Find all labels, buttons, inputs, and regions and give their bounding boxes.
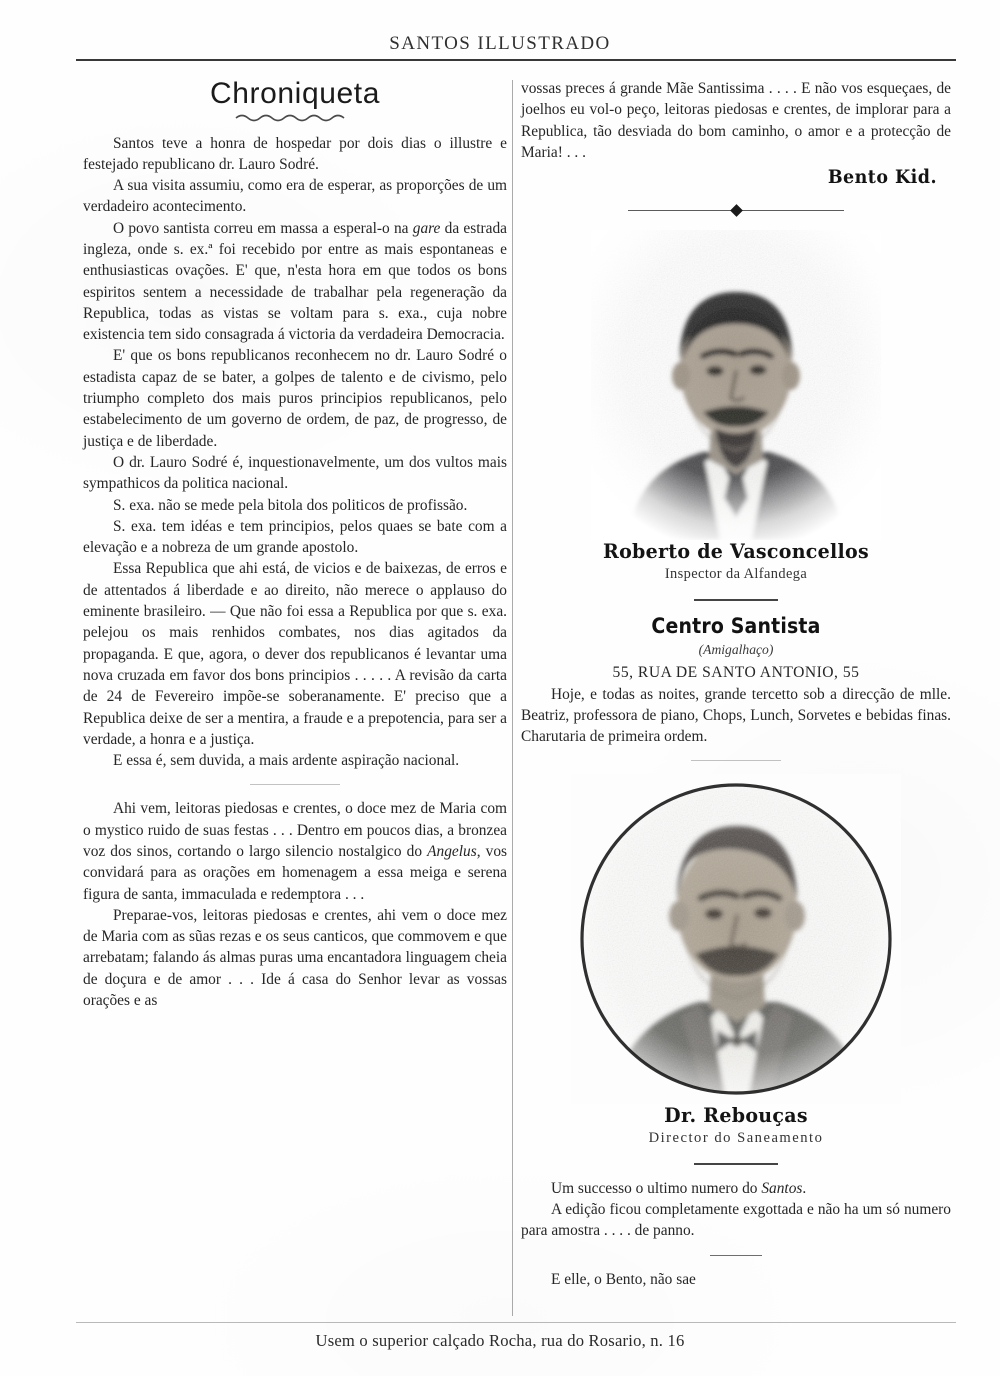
paragraph: A sua visita assumiu, como era de esperar, as proporções de um verdadeiro acontecimento.: [83, 177, 507, 216]
squiggle-ornament: [234, 112, 356, 123]
paragraph: E essa é, sem duvida, a mais ardente aspiração nacional.: [113, 752, 460, 770]
portrait-two-name: Dr. Rebouças: [664, 1103, 808, 1128]
article-title: Chroniqueta: [209, 77, 381, 110]
ad-separator-bottom: [691, 760, 781, 761]
ad-title: Centro Santista: [651, 613, 821, 638]
paragraph: S. exa. tem idéas e tem principios, pelos quaes se bate com a elevação e a nobreza de um grande apostolo.: [83, 517, 507, 557]
masthead: [0, 34, 1000, 53]
ad-separator-top: [694, 599, 778, 601]
paragraph: S. exa. não se mede pela bitola dos politicos de profissão.: [113, 496, 468, 514]
portrait-photo-reboucas: [571, 774, 901, 1104]
notes-separator-bottom: [710, 1255, 762, 1256]
left-column: [83, 78, 507, 1011]
paragraph: Santos teve a honra de hospedar por dois dias o illustre e festejado republicano dr. Lauro Sodré.: [83, 134, 507, 173]
footer-rule: [76, 1322, 956, 1323]
paragraph: E' que os bons republicanos reconhecem no dr. Lauro Sodré o estadista capaz de se bater, a golpes de talento e de civismo, pelo triumpho completo dos mais puros principios republicanos, pelo estabelecimento de um governo de ordem, de paz, de progresso, de justiça e de liberdade.: [83, 347, 507, 450]
portrait-one-name: Roberto de Vasconcellos: [603, 539, 869, 564]
diamond-ornament-rule: [628, 204, 844, 216]
notes-block: [521, 1178, 951, 1242]
ad-subtitle: (Amigalhaço): [698, 641, 774, 657]
paragraph: Essa Republica que ahi está, de vicios e de baixezas, de erros e de attentados á liberdade e ao direito, não merece o applauso do eminente brasileiro. — Que não foi essa a Republica por que s. exa. pelejou os mais renhidos combates, nos dias agitados da propaganda. E que, agora, o dever dos republicanos é levantar uma nova cruzada em favor dos bons principios . . . . . A revisão da carta de 24 de Fevereiro impõe-se soberanamente. E' preciso que a Republica deixe de ser a mentira, a fraude e a prepotencia, para ser a verdade, a honra e a justiça.: [83, 560, 507, 748]
publication-title: SANTOS ILLUSTRADO: [389, 33, 611, 54]
right-column: [521, 78, 951, 1290]
masthead-rule: [76, 59, 956, 61]
portrait-photo-vasconcellos: [591, 230, 881, 540]
left-column-body: [83, 133, 507, 772]
left-column-body-continued: [83, 798, 507, 1011]
column-divider: [512, 80, 513, 1316]
ad-address: 55, RUA DE SANTO ANTONIO, 55: [612, 664, 860, 682]
notes-separator-top: [694, 1163, 778, 1165]
note: Um successo o ultimo numero do Santos.: [551, 1179, 807, 1197]
advertisement-centro-santista: [521, 614, 951, 748]
paragraph: Ahi vem, leitoras piedosas e crentes, o doce mez de Maria com o mystico ruido de suas festas . . . Dentro em poucos dias, a bronzea voz dos sinos, cortando o largo silencio nostalgico do Angelus, vos convidará para as orações em homenagem a essa meiga e serena figura de santa, immaculada e redemptora . . .: [83, 800, 507, 903]
portrait-one-role: Inspector da Alfandega: [664, 566, 808, 583]
footer-advertisement: Usem o superior calçado Rocha, rua do Rosario, n. 16: [315, 1331, 685, 1350]
portrait-two-block: [521, 774, 951, 1149]
portrait-two-role: Director do Saneamento: [648, 1130, 824, 1147]
diamond-icon: [730, 204, 743, 217]
ad-body: Hoje, e todas as noites, grande tercetto sob a direcção de mlle. Beatriz, professora de piano, Chops, Lunch, Sorvetes e bebidas finas. Charutaria de primeira ordem.: [521, 685, 951, 746]
portrait-one-block: [521, 230, 951, 585]
section-separator: [250, 784, 340, 785]
paragraph: Preparae-vos, leitoras piedosas e crentes, ahi vem o doce mez de Maria com as sũas rezas e os seus canticos, que commovem e que arrebatam; falando ás almas puras uma encantadora linguagem cheia de doçura e de amor . . . Ide á casa do Senhor levar as vossas orações e as: [83, 906, 507, 1010]
paragraph: O povo santista correu em massa a esperal-o na gare da estrada ingleza, onde s. ex.ª foi recebido por entre as mais espontaneas e enthusiasticas ovações. E' que, n'esta hora em que todos os bons espiritos sentem a necessidade de trabalhar pela regeneração da Republica, todas as vistas se voltam para s. exa., cuja nobre existencia tem sido consagrada á victoria da verdadeira Democracia.: [83, 219, 507, 344]
paragraph: O dr. Lauro Sodré é, inquestionavelmente, um dos vultos mais sympathicos da politica nacional.: [83, 453, 507, 493]
paragraph-continuation: vossas preces á grande Mãe Santissima . . . . E não vos esqueçaes, de joelhos eu vol-o peço, leitoras piedosas e crentes, de implorar para a Republica, tão desviada do bom caminho, o amor e a protecção de Maria! . . .: [521, 80, 951, 161]
final-note: E elle, o Bento, não sae: [551, 1270, 696, 1288]
author-signature: Bento Kid.: [827, 166, 937, 189]
note: A edição ficou completamente exgottada e não ha um só numero para amostra . . . . de panno.: [521, 1201, 951, 1240]
